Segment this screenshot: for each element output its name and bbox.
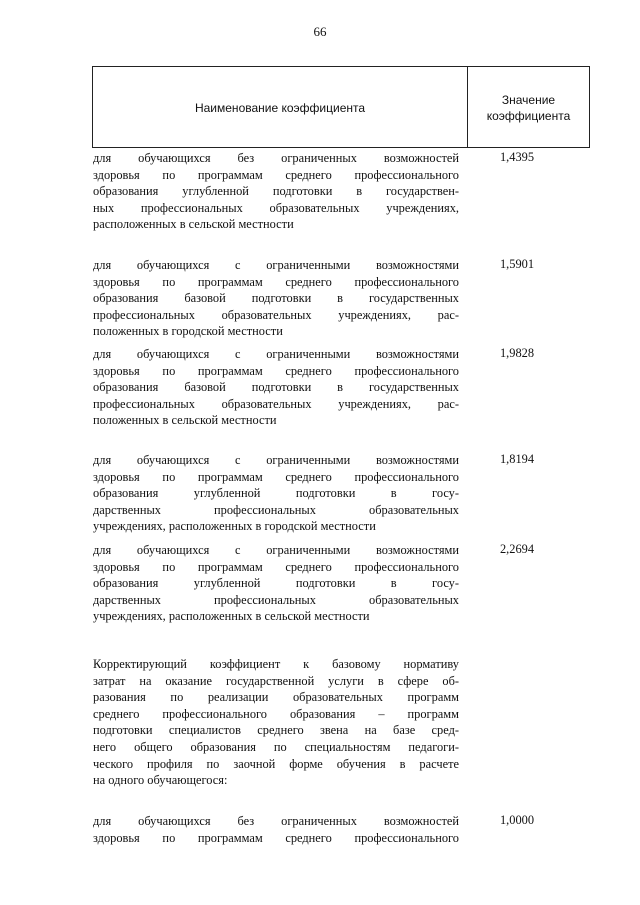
text-line: ных профессиональных образовательных учреждениях,	[93, 200, 459, 215]
text-line: для обучающихся без ограниченных возможностей	[93, 814, 459, 828]
text-line: здоровья по программам среднего профессионального	[93, 167, 459, 182]
text-line: на одного обучающегося:	[93, 773, 228, 788]
text-line: профессиональных образовательных учреждениях, рас-	[93, 307, 459, 322]
text-line: него общего образования по специальностям педагоги-	[93, 739, 459, 754]
text-line: профессиональных образовательных учреждениях, рас-	[93, 396, 459, 411]
text-line: учреждениях, расположенных в городской местности	[93, 519, 376, 534]
table-header	[92, 66, 590, 148]
section-heading	[93, 656, 459, 789]
text-line: ческого профиля по заочной форме обучения в расчете	[93, 756, 459, 771]
coefficient-description	[93, 813, 459, 846]
text-line: для обучающихся с ограниченными возможностями	[93, 543, 459, 557]
text-line: разования по реализации образовательных программ	[93, 690, 459, 705]
coefficient-value-column-header: Значение коэффициента	[486, 93, 571, 123]
coefficient-description	[93, 346, 459, 429]
text-line: образования углубленной подготовки в госу-	[93, 486, 459, 501]
coefficient-description	[93, 257, 459, 340]
text-line: учреждениях, расположенных в сельской местности	[93, 609, 370, 624]
text-line: образования базовой подготовки в государственных	[93, 380, 459, 395]
text-line: образования углубленной подготовки в государствен-	[93, 184, 459, 199]
text-line: образования углубленной подготовки в госу-	[93, 576, 459, 591]
coefficient-description	[93, 452, 459, 535]
text-line: для обучающихся с ограниченными возможностями	[93, 258, 459, 272]
text-line: дарственных профессиональных образовательных	[93, 592, 459, 607]
text-line: расположенных в сельской местности	[93, 217, 294, 232]
coefficient-value: 1,5901	[499, 257, 535, 271]
text-line: здоровья по программам среднего профессионального	[93, 363, 459, 378]
text-line: здоровья по программам среднего профессионального	[93, 559, 459, 574]
text-line: для обучающихся без ограниченных возможностей	[93, 151, 459, 165]
coefficient-value: 1,8194	[499, 452, 535, 466]
text-line: здоровья по программам среднего профессионального	[93, 469, 459, 484]
text-line: среднего профессионального образования – программ	[93, 706, 459, 721]
coefficient-value: 2,2694	[499, 542, 535, 556]
coefficient-value: 1,0000	[499, 813, 535, 827]
text-line: для обучающихся с ограниченными возможностями	[93, 453, 459, 467]
coefficient-description	[93, 150, 459, 233]
text-line: подготовки специалистов среднего звена на базе сред-	[93, 723, 459, 738]
text-line: здоровья по программам среднего профессионального	[93, 830, 459, 845]
text-line: для обучающихся с ограниченными возможностями	[93, 347, 459, 361]
coefficient-name-column-header: Наименование коэффициента	[194, 101, 366, 115]
coefficient-description	[93, 542, 459, 625]
text-line: положенных в сельской местности	[93, 413, 277, 428]
text-line: дарственных профессиональных образовательных	[93, 502, 459, 517]
text-line: здоровья по программам среднего профессионального	[93, 274, 459, 289]
text-line: образования базовой подготовки в государственных	[93, 291, 459, 306]
page-number: 66	[313, 24, 327, 39]
coefficient-value: 1,4395	[499, 150, 535, 164]
text-line: Корректирующий коэффициент к базовому нормативу	[93, 657, 459, 671]
coefficient-value: 1,9828	[499, 346, 535, 360]
text-line: затрат на оказание государственной услуги в сфере об-	[93, 673, 459, 688]
text-line: положенных в городской местности	[93, 324, 283, 339]
